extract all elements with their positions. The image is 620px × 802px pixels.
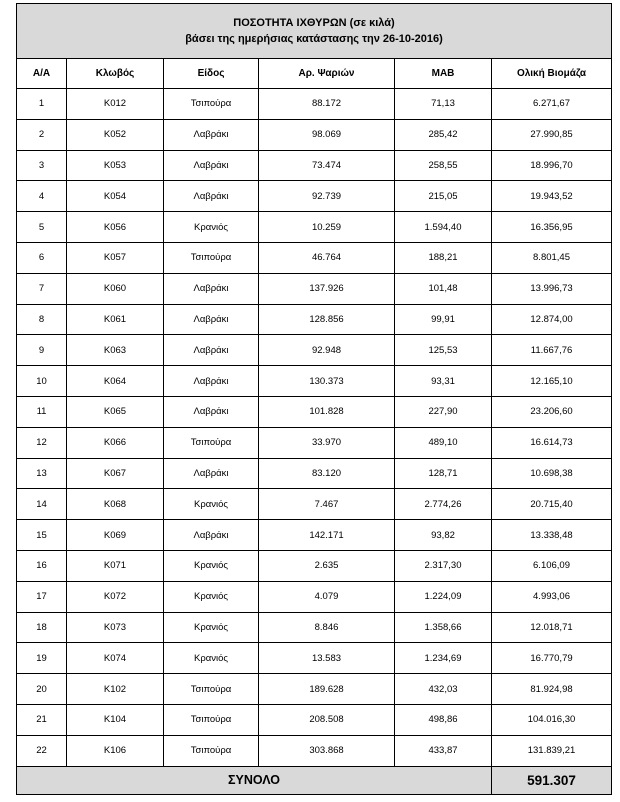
row-number-cell: 15 — [17, 520, 67, 551]
total-biomass-cell: 20.715,40 — [492, 489, 612, 520]
row-number-cell: 11 — [17, 396, 67, 427]
species-cell: Λαβράκι — [164, 304, 259, 335]
species-cell: Λαβράκι — [164, 458, 259, 489]
total-biomass-cell: 6.271,67 — [492, 89, 612, 120]
title-row — [17, 4, 612, 59]
fish-count-cell: 303.868 — [259, 735, 395, 766]
table-row — [17, 489, 612, 520]
total-biomass-cell: 104.016,30 — [492, 704, 612, 735]
table-row — [17, 735, 612, 766]
cage-id-cell: K061 — [67, 304, 164, 335]
mab-cell: 2.774,26 — [395, 489, 492, 520]
table-row — [17, 273, 612, 304]
fish-count-cell: 10.259 — [259, 212, 395, 243]
species-cell: Λαβράκι — [164, 520, 259, 551]
table-body — [17, 89, 612, 767]
fish-count-cell: 92.739 — [259, 181, 395, 212]
fish-count-cell: 83.120 — [259, 458, 395, 489]
mab-cell: 227,90 — [395, 396, 492, 427]
mab-cell: 432,03 — [395, 674, 492, 705]
total-biomass-cell: 12.874,00 — [492, 304, 612, 335]
total-biomass-cell: 12.165,10 — [492, 366, 612, 397]
species-cell: Λαβράκι — [164, 273, 259, 304]
species-cell: Λαβράκι — [164, 335, 259, 366]
fish-count-cell: 4.079 — [259, 581, 395, 612]
fish-count-cell: 137.926 — [259, 273, 395, 304]
species-cell: Κρανιός — [164, 550, 259, 581]
mab-cell: 125,53 — [395, 335, 492, 366]
mab-cell: 258,55 — [395, 150, 492, 181]
table-title — [17, 4, 612, 59]
fish-count-cell: 208.508 — [259, 704, 395, 735]
row-number-cell: 20 — [17, 674, 67, 705]
row-number-cell: 10 — [17, 366, 67, 397]
row-number-cell: 12 — [17, 427, 67, 458]
mab-cell: 433,87 — [395, 735, 492, 766]
total-biomass-cell: 12.018,71 — [492, 612, 612, 643]
total-biomass-cell: 6.106,09 — [492, 550, 612, 581]
species-cell: Τσιπούρα — [164, 704, 259, 735]
column-header-aa: Α/Α — [17, 59, 67, 89]
row-number-cell: 3 — [17, 150, 67, 181]
total-row — [17, 766, 612, 794]
total-label: ΣΥΝΟΛΟ — [17, 766, 492, 794]
species-cell: Λαβράκι — [164, 119, 259, 150]
cage-id-cell: K052 — [67, 119, 164, 150]
row-number-cell: 7 — [17, 273, 67, 304]
row-number-cell: 19 — [17, 643, 67, 674]
species-cell: Κρανιός — [164, 581, 259, 612]
table-row — [17, 612, 612, 643]
total-biomass-cell: 13.996,73 — [492, 273, 612, 304]
fish-count-cell: 128.856 — [259, 304, 395, 335]
cage-id-cell: K106 — [67, 735, 164, 766]
table-row — [17, 150, 612, 181]
mab-cell: 71,13 — [395, 89, 492, 120]
mab-cell: 285,42 — [395, 119, 492, 150]
total-biomass-cell: 10.698,38 — [492, 458, 612, 489]
row-number-cell: 13 — [17, 458, 67, 489]
column-header-species: Είδος — [164, 59, 259, 89]
mab-cell: 99,91 — [395, 304, 492, 335]
table-row — [17, 581, 612, 612]
row-number-cell: 4 — [17, 181, 67, 212]
row-number-cell: 5 — [17, 212, 67, 243]
mab-cell: 128,71 — [395, 458, 492, 489]
cage-id-cell: K012 — [67, 89, 164, 120]
table-row — [17, 304, 612, 335]
species-cell: Κρανιός — [164, 612, 259, 643]
table-row — [17, 181, 612, 212]
mab-cell: 93,31 — [395, 366, 492, 397]
mab-cell: 188,21 — [395, 242, 492, 273]
column-header-fish-count: Αρ. Ψαριών — [259, 59, 395, 89]
fish-count-cell: 46.764 — [259, 242, 395, 273]
table-row — [17, 396, 612, 427]
total-biomass-cell: 8.801,45 — [492, 242, 612, 273]
title-line-1: ΠΟΣΟΤΗΤΑ ΙΧΘΥΡΩΝ (σε κιλά) — [233, 17, 395, 29]
title-line-2: βάσει της ημερήσιας κατάστασης την 26-10-2016) — [185, 33, 443, 45]
cage-id-cell: K068 — [67, 489, 164, 520]
total-biomass-cell: 13.338,48 — [492, 520, 612, 551]
fish-count-cell: 130.373 — [259, 366, 395, 397]
fish-count-cell: 88.172 — [259, 89, 395, 120]
total-biomass-cell: 81.924,98 — [492, 674, 612, 705]
species-cell: Τσιπούρα — [164, 427, 259, 458]
species-cell: Τσιπούρα — [164, 242, 259, 273]
table-row — [17, 427, 612, 458]
row-number-cell: 14 — [17, 489, 67, 520]
table-row — [17, 335, 612, 366]
species-cell: Λαβράκι — [164, 181, 259, 212]
cage-id-cell: K074 — [67, 643, 164, 674]
total-value: 591.307 — [492, 766, 612, 794]
table-row — [17, 366, 612, 397]
fish-count-cell: 2.635 — [259, 550, 395, 581]
table-row — [17, 458, 612, 489]
mab-cell: 215,05 — [395, 181, 492, 212]
fish-count-cell: 92.948 — [259, 335, 395, 366]
fish-stock-table — [16, 3, 612, 795]
species-cell: Τσιπούρα — [164, 674, 259, 705]
mab-cell: 1.224,09 — [395, 581, 492, 612]
column-header-cage: Κλωβός — [67, 59, 164, 89]
cage-id-cell: K102 — [67, 674, 164, 705]
table-row — [17, 550, 612, 581]
cage-id-cell: K072 — [67, 581, 164, 612]
cage-id-cell: K053 — [67, 150, 164, 181]
mab-cell: 101,48 — [395, 273, 492, 304]
mab-cell: 2.317,30 — [395, 550, 492, 581]
cage-id-cell: K065 — [67, 396, 164, 427]
fish-count-cell: 13.583 — [259, 643, 395, 674]
row-number-cell: 16 — [17, 550, 67, 581]
fish-count-cell: 189.628 — [259, 674, 395, 705]
total-biomass-cell: 4.993,06 — [492, 581, 612, 612]
total-biomass-cell: 19.943,52 — [492, 181, 612, 212]
fish-count-cell: 142.171 — [259, 520, 395, 551]
total-biomass-cell: 11.667,76 — [492, 335, 612, 366]
row-number-cell: 18 — [17, 612, 67, 643]
total-biomass-cell: 18.996,70 — [492, 150, 612, 181]
total-biomass-cell: 131.839,21 — [492, 735, 612, 766]
total-biomass-cell: 16.356,95 — [492, 212, 612, 243]
table-row — [17, 212, 612, 243]
cage-id-cell: K057 — [67, 242, 164, 273]
cage-id-cell: K069 — [67, 520, 164, 551]
cage-id-cell: K067 — [67, 458, 164, 489]
mab-cell: 1.358,66 — [395, 612, 492, 643]
table-row — [17, 242, 612, 273]
cage-id-cell: K054 — [67, 181, 164, 212]
fish-stock-report — [16, 3, 611, 795]
cage-id-cell: K071 — [67, 550, 164, 581]
species-cell: Λαβράκι — [164, 150, 259, 181]
species-cell: Λαβράκι — [164, 396, 259, 427]
fish-count-cell: 7.467 — [259, 489, 395, 520]
mab-cell: 498,86 — [395, 704, 492, 735]
table-row — [17, 643, 612, 674]
mab-cell: 1.594,40 — [395, 212, 492, 243]
cage-id-cell: K104 — [67, 704, 164, 735]
total-biomass-cell: 23.206,60 — [492, 396, 612, 427]
species-cell: Τσιπούρα — [164, 89, 259, 120]
species-cell: Κρανιός — [164, 643, 259, 674]
column-header-total-biomass: Ολική Βιομάζα — [492, 59, 612, 89]
row-number-cell: 21 — [17, 704, 67, 735]
mab-cell: 1.234,69 — [395, 643, 492, 674]
mab-cell: 93,82 — [395, 520, 492, 551]
column-header-mab: ΜΑΒ — [395, 59, 492, 89]
row-number-cell: 2 — [17, 119, 67, 150]
fish-count-cell: 98.069 — [259, 119, 395, 150]
fish-count-cell: 33.970 — [259, 427, 395, 458]
row-number-cell: 22 — [17, 735, 67, 766]
row-number-cell: 8 — [17, 304, 67, 335]
species-cell: Τσιπούρα — [164, 735, 259, 766]
species-cell: Κρανιός — [164, 489, 259, 520]
table-row — [17, 520, 612, 551]
species-cell: Κρανιός — [164, 212, 259, 243]
row-number-cell: 1 — [17, 89, 67, 120]
row-number-cell: 9 — [17, 335, 67, 366]
table-row — [17, 674, 612, 705]
fish-count-cell: 8.846 — [259, 612, 395, 643]
cage-id-cell: K060 — [67, 273, 164, 304]
fish-count-cell: 101.828 — [259, 396, 395, 427]
table-row — [17, 704, 612, 735]
mab-cell: 489,10 — [395, 427, 492, 458]
cage-id-cell: K064 — [67, 366, 164, 397]
species-cell: Λαβράκι — [164, 366, 259, 397]
cage-id-cell: K063 — [67, 335, 164, 366]
total-biomass-cell: 27.990,85 — [492, 119, 612, 150]
cage-id-cell: K066 — [67, 427, 164, 458]
header-row — [17, 59, 612, 89]
fish-count-cell: 73.474 — [259, 150, 395, 181]
row-number-cell: 6 — [17, 242, 67, 273]
table-row — [17, 119, 612, 150]
total-biomass-cell: 16.770,79 — [492, 643, 612, 674]
total-biomass-cell: 16.614,73 — [492, 427, 612, 458]
table-row — [17, 89, 612, 120]
row-number-cell: 17 — [17, 581, 67, 612]
cage-id-cell: K073 — [67, 612, 164, 643]
cage-id-cell: K056 — [67, 212, 164, 243]
